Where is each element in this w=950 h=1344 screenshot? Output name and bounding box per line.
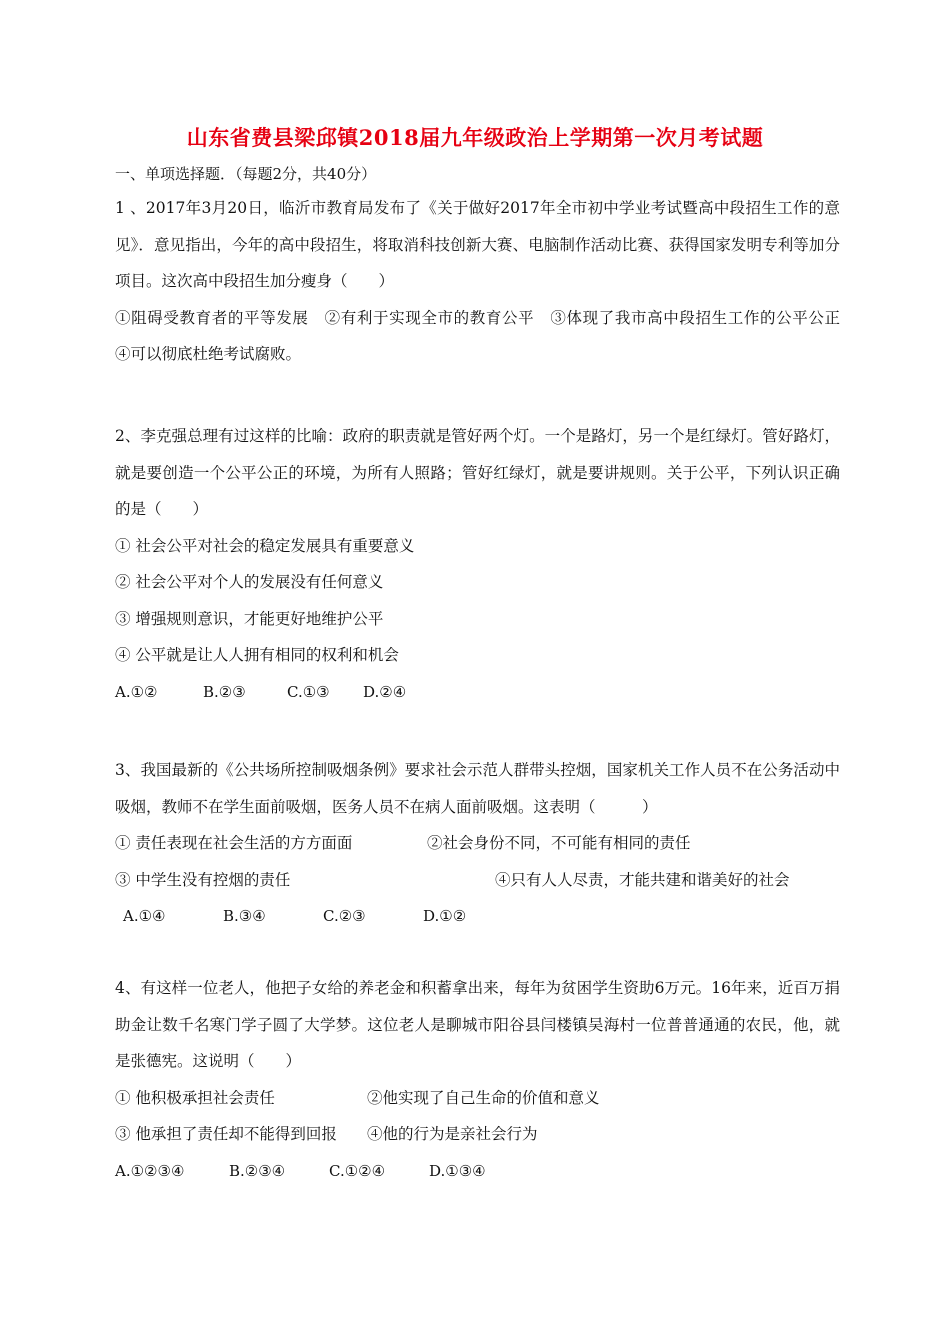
question-3-option-1: ① 责任表现在社会生活的方方面面 — [115, 834, 353, 852]
question-3-answers — [115, 898, 840, 935]
question-3-option-2: ②社会身份不同，不可能有相同的责任 — [427, 834, 691, 852]
answer-d: D.②④ — [363, 682, 407, 701]
document-title: 山东省费县梁邱镇2018届九年级政治上学期第一次月考试题 — [186, 125, 764, 150]
question-2-option-2: ② 社会公平对个人的发展没有任何意义 — [115, 573, 384, 591]
answer-a: A.①②③④ — [115, 1161, 185, 1180]
answer-c: C.②③ — [323, 907, 366, 925]
question-4-option-4: ④他的行为是亲社会行为 — [367, 1125, 538, 1143]
section-heading: 一、单项选择题．（每题2分，共40分） — [115, 165, 377, 183]
question-3-options-row-1 — [115, 825, 840, 862]
answer-b: B.③④ — [223, 907, 266, 925]
question-3-option-4: ④只有人人尽责，才能共建和谐美好的社会 — [495, 870, 790, 889]
question-3-options-row-2 — [115, 862, 840, 899]
question-4-option-1: ① 他积极承担社会责任 — [115, 1088, 275, 1107]
question-2-option-3: ③ 增强规则意识，才能更好地维护公平 — [115, 609, 384, 628]
question-2-option-1: ① 社会公平对社会的稳定发展具有重要意义 — [115, 536, 415, 555]
answer-d: D.①③④ — [429, 1161, 486, 1180]
question-4-options-row-2 — [115, 1116, 840, 1153]
question-2-answers — [115, 674, 840, 711]
question-2 — [115, 418, 840, 710]
answer-c: C.①②④ — [329, 1161, 386, 1180]
question-4-option-3: ③ 他承担了责任却不能得到回报 — [115, 1125, 337, 1143]
question-1-options: ①阻碍受教育者的平等发展 ②有利于实现全市的教育公平 ③体现了我市高中段招生工作的公平公正 ④可以彻底杜绝考试腐败。 — [115, 308, 856, 363]
answer-a: A.①② — [115, 682, 158, 701]
question-4-option-2: ②他实现了自己生命的价值和意义 — [367, 1088, 600, 1107]
question-1-stem: 1 、2017年3月20日，临沂市教育局发布了《关于做好2017年全市初中学业考试暨高中段招生工作的意见》．意见指出，今年的高中段招生，将取消科技创新大赛、电脑制作活动比赛、获得国家发明专利等加分项目。这次高中段招生加分瘦身（ ） — [115, 199, 840, 290]
answer-d: D.①② — [423, 907, 467, 925]
question-4-answers — [115, 1153, 840, 1190]
question-3 — [115, 752, 840, 935]
answer-a: A.①④ — [123, 907, 166, 925]
question-2-stem: 2、李克强总理有过这样的比喻：政府的职责就是管好两个灯。一个是路灯，另一个是红绿灯。管好路灯，就是要创造一个公平公正的环境，为所有人照路；管好红绿灯，就是要讲规则。关于公平，下列认识正确的是（ ） — [115, 427, 840, 518]
answer-c: C.①③ — [287, 682, 330, 701]
question-1 — [115, 190, 856, 373]
answer-b: B.②③④ — [229, 1161, 286, 1180]
question-2-option-4: ④ 公平就是让人人拥有相同的权利和机会 — [115, 646, 399, 664]
question-4-stem: 4、有这样一位老人，他把子女给的养老金和积蓄拿出来，每年为贫困学生资助6万元。16年来，近百万捐助金让数千名寒门学子圆了大学梦。这位老人是聊城市阳谷县闫楼镇吴海村一位普普通通的农民，他，就是张德宪。这说明（ ） — [115, 979, 840, 1070]
question-3-stem: 3、我国最新的《公共场所控制吸烟条例》要求社会示范人群带头控烟，国家机关工作人员不在公务活动中吸烟，教师不在学生面前吸烟，医务人员不在病人面前吸烟。这表明（ ） — [115, 761, 840, 816]
answer-b: B.②③ — [203, 682, 246, 701]
question-4-options-row-1 — [115, 1080, 840, 1117]
question-4 — [115, 970, 840, 1189]
question-3-option-3: ③ 中学生没有控烟的责任 — [115, 870, 291, 889]
